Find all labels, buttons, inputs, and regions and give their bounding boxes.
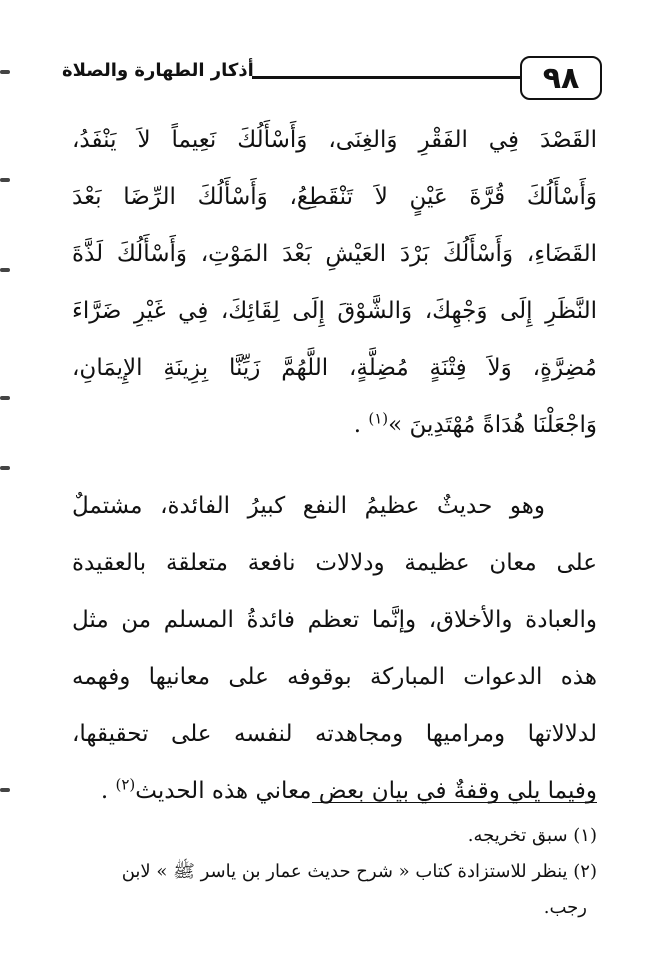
paragraph-gap xyxy=(72,454,597,478)
margin-mark xyxy=(0,70,10,74)
page-number-box xyxy=(520,56,602,100)
text-line: النَّظَرِ إِلَى وَجْهِكَ، وَالشَّوْقَ إِلَى لِقَائِكَ، فِي غَيْرِ ضَرَّاءَ xyxy=(72,298,597,324)
footnote-2-continued: رجب. xyxy=(543,897,587,918)
text-line-end xyxy=(72,763,597,820)
footnotes xyxy=(72,818,597,926)
text-line: مُضِرَّةٍ، وَلاَ فِتْنَةٍ مُضِلَّةٍ، اللَّهُمَّ زَيِّنَّا بِزِينَةِ الإِيمَانِ، xyxy=(72,355,597,381)
text-line: القَضَاءِ، وَأَسْأَلُكَ بَرْدَ العَيْشِ بَعْدَ المَوْتِ، وَأَسْأَلُكَ لَذَّةَ xyxy=(72,241,597,267)
text-line: لدلالاتها ومراميها ومجاهدته لنفسه على تحقيقها، xyxy=(72,721,597,747)
text-line: وَأَسْأَلُكَ قُرَّةَ عَيْنٍ لاَ تَنْقَطِعُ، وَأَسْأَلُكَ الرِّضَا بَعْدَ xyxy=(72,184,597,210)
footnote-number: (٢) xyxy=(573,861,597,882)
text-line: هذه الدعوات المباركة بوقوفه على معانيها وفهمه xyxy=(72,664,597,690)
period-mark: . xyxy=(353,412,362,438)
footnote-text: سبق تخريجه. xyxy=(467,825,568,846)
margin-mark xyxy=(0,268,10,272)
text-line: على معان عظيمة ودلالات نافعة متعلقة بالعقيدة xyxy=(72,550,597,576)
margin-mark xyxy=(0,466,10,470)
main-text xyxy=(72,112,597,820)
text-line: وهو حديثٌ عظيمُ النفع كبيرُ الفائدة، مشتملٌ xyxy=(72,493,545,519)
margin-mark xyxy=(0,788,10,792)
page-number: ٩٨ xyxy=(542,60,580,96)
footnote-separator xyxy=(312,802,597,803)
period-mark: . xyxy=(100,778,109,804)
margin-mark xyxy=(0,396,10,400)
text-fragment: وَاجْعَلْنَا هُدَاةً مُهْتَدِينَ » xyxy=(388,412,597,438)
footnote-ref-2: (٢) xyxy=(115,775,136,794)
text-line: القَصْدَ فِي الفَقْرِ وَالغِنَى، وَأَسْأَلُكَ نَعِيماً لاَ يَنْفَدُ، xyxy=(72,127,597,153)
margin-mark xyxy=(0,178,10,182)
text-fragment: وفيما يلي وقفةٌ في بيان بعض معاني هذه الحديث xyxy=(135,778,597,804)
footnote-number: (١) xyxy=(573,825,597,846)
text-line-end xyxy=(72,397,597,454)
running-title: أذكار الطهارة والصلاة xyxy=(62,60,254,81)
footnote-2 xyxy=(72,854,597,890)
footnote-text: ينظر للاستزادة كتاب « شرح حديث عمار بن ياسر ﷺ » لابن xyxy=(121,861,568,882)
page-header xyxy=(62,52,602,104)
footnote-1 xyxy=(72,818,597,854)
text-line: والعبادة والأخلاق، وإنَّما تعظم فائدةُ المسلم من مثل xyxy=(72,607,597,633)
footnote-ref-1: (١) xyxy=(368,409,389,428)
header-rule xyxy=(252,76,520,79)
